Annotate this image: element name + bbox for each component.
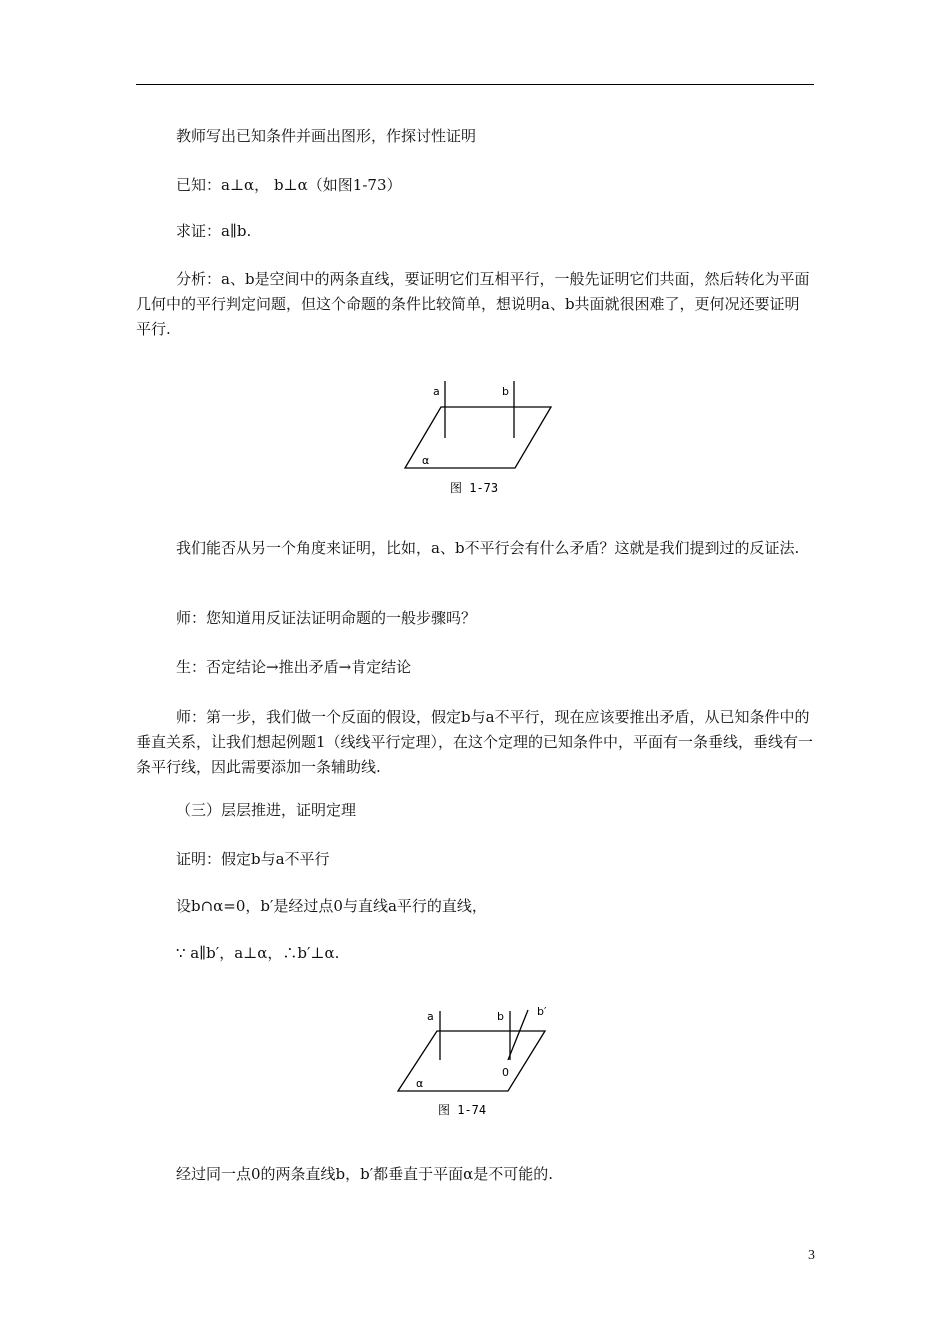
label-a: a <box>433 385 440 398</box>
paragraph-analysis: 分析：a、b是空间中的两条直线，要证明它们互相平行，一般先证明它们共面，然后转化为平面几何中的平行判定问题，但这个命题的条件比较简单，想说明a、b共面就很困难了，更何况还要证明平行. <box>136 270 810 338</box>
line-b-prime <box>508 1010 528 1060</box>
figure-caption: 图 1-73 <box>450 481 499 495</box>
paragraph-1: 教师写出已知条件并画出图形，作探讨性证明 <box>176 127 477 145</box>
paragraph-7: 生：否定结论→推出矛盾→肯定结论 <box>176 658 412 676</box>
label-b: b <box>497 1010 504 1023</box>
paragraph-given: 已知：a⊥α， b⊥α（如图1-73） <box>176 176 402 194</box>
paragraph-prove: 求证：a∥b. <box>176 222 252 240</box>
label-b-prime: b′ <box>537 1005 547 1018</box>
label-a: a <box>427 1010 434 1023</box>
header-rule <box>136 84 814 85</box>
figure-1-74 <box>394 1000 554 1124</box>
paragraph-12: ∵ a∥b′，a⊥α，∴b′⊥α. <box>176 944 340 962</box>
figure-caption: 图 1-74 <box>438 1103 487 1117</box>
label-alpha: α <box>416 1077 424 1090</box>
paragraph-5: 我们能否从另一个角度来证明，比如，a、b不平行会有什么矛盾？这就是我们提到过的反证法. <box>176 539 800 557</box>
label-b: b <box>502 385 509 398</box>
label-alpha: α <box>422 454 430 467</box>
section-heading: （三）层层推进，证明定理 <box>176 801 357 819</box>
paragraph-conclusion: 经过同一点0的两条直线b，b′都垂直于平面α是不可能的. <box>176 1165 554 1183</box>
paragraph-proof: 证明：假定b与a不平行 <box>176 850 330 868</box>
paragraph-8: 师：第一步，我们做一个反面的假设，假定b与a不平行，现在应该要推出矛盾，从已知条件中的垂直关系，让我们想起例题1（线线平行定理），在这个定理的已知条件中，平面有一条垂线，垂线有一条平行线，因此需要添加一条辅助线. <box>136 708 814 776</box>
paragraph-6: 师：您知道用反证法证明命题的一般步骤吗？ <box>176 609 477 627</box>
figure-1-73 <box>398 376 558 498</box>
label-point-o: 0 <box>502 1066 509 1079</box>
paragraph-11: 设b∩α=0，b′是经过点0与直线a平行的直线， <box>176 897 487 915</box>
page-number: 3 <box>808 1248 815 1263</box>
